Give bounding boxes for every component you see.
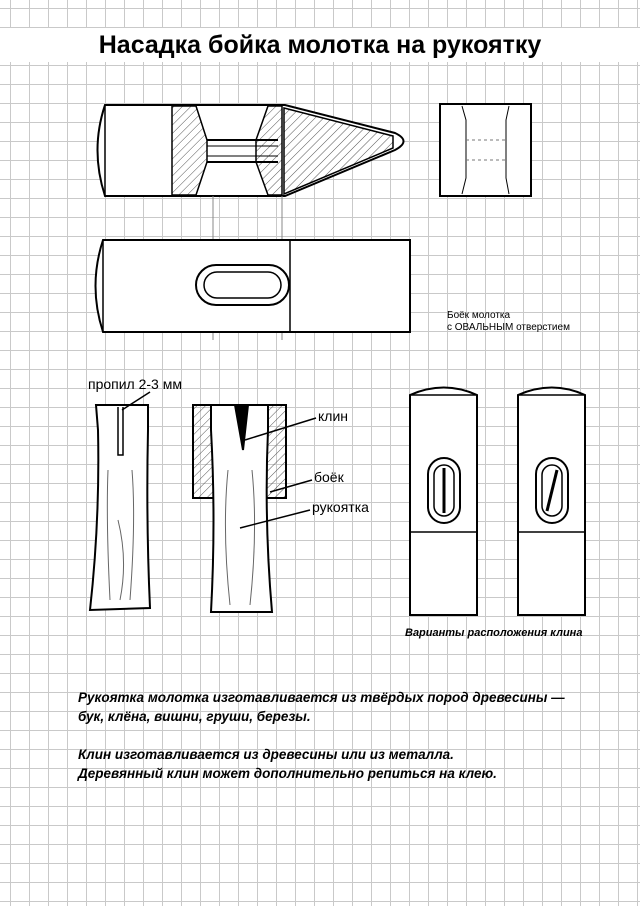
handle-label: рукоятка — [312, 499, 369, 515]
handle-with-saw-cut — [90, 405, 150, 610]
hammer-head-front-view — [96, 240, 411, 332]
wedge-variants-caption: Варианты расположения клина — [405, 627, 583, 639]
note-p2-line2: Деревянный клин может дополнительно репиться на клею. — [78, 766, 497, 781]
wedge-variant-2 — [518, 388, 585, 616]
wedge-label: клин — [318, 408, 349, 424]
note-p1-line2: бук, клёна, вишни, груши, березы. — [78, 709, 311, 724]
note-p2-line1: Клин изготавливается из древесины или из металла. — [78, 747, 454, 762]
oval-hole-label-line2: с ОВАЛЬНЫМ отверстием — [447, 322, 570, 333]
handle-in-head-section — [193, 405, 286, 612]
hammer-head-end-view — [440, 104, 531, 196]
saw-cut-label: пропил 2-3 мм — [88, 376, 182, 392]
wedge-variant-1 — [410, 388, 477, 616]
oval-hole-label-line1: Боёк молотка — [447, 310, 511, 321]
page-title: Насадка бойка молотка на рукоятку — [0, 28, 640, 62]
hammer-head-side-view — [98, 105, 404, 196]
head-label: боёк — [314, 469, 344, 485]
note-p1-line1: Рукоятка молотка изготавливается из твёрдых пород древесины — — [78, 690, 565, 705]
notes-text — [78, 688, 578, 783]
